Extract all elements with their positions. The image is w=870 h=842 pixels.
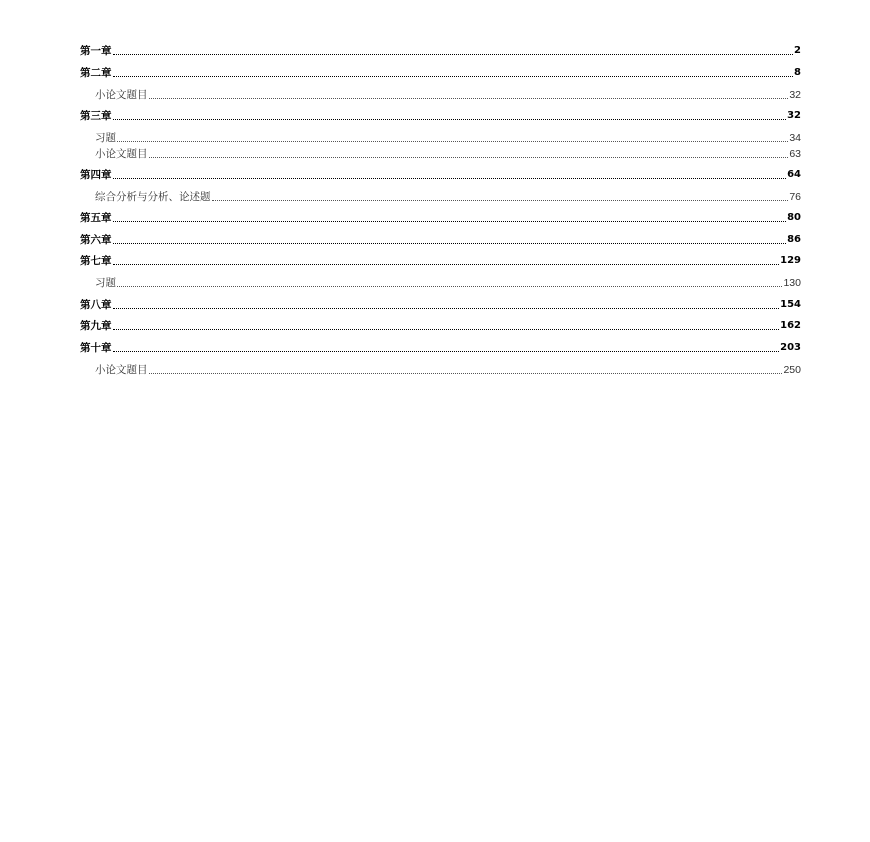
toc-entry-page: 86 — [787, 234, 801, 245]
toc-dot-leader — [113, 351, 780, 352]
toc-entry-page: 250 — [783, 364, 801, 376]
toc-dot-leader — [212, 200, 789, 201]
toc-entry-title: 小论文题目 — [95, 364, 148, 376]
toc-entry-section[interactable] — [80, 190, 801, 204]
toc-entry-page: 2 — [794, 45, 801, 56]
toc-entry-section[interactable] — [80, 131, 801, 145]
toc-dot-leader — [117, 286, 782, 287]
toc-entry-page: 63 — [789, 148, 801, 160]
toc-entry-chapter-4[interactable] — [80, 168, 801, 182]
toc-entry-section[interactable] — [80, 276, 801, 290]
toc-entry-title: 第五章 — [80, 212, 112, 224]
toc-dot-leader — [149, 98, 789, 99]
toc-entry-title: 综合分析与分析、论述题 — [95, 191, 211, 203]
toc-dot-leader — [149, 157, 789, 158]
toc-entry-title: 习题 — [95, 277, 116, 289]
toc-entry-title: 第三章 — [80, 110, 112, 122]
toc-entry-page: 76 — [789, 191, 801, 203]
toc-entry-chapter-7[interactable] — [80, 254, 801, 268]
toc-entry-page: 64 — [787, 169, 801, 180]
toc-dot-leader — [113, 54, 794, 55]
toc-entry-title: 第八章 — [80, 299, 112, 311]
toc-dot-leader — [113, 221, 787, 222]
toc-entry-chapter-10[interactable] — [80, 341, 801, 355]
toc-dot-leader — [113, 178, 787, 179]
toc-entry-chapter-5[interactable] — [80, 211, 801, 225]
toc-entry-page: 8 — [794, 67, 801, 78]
toc-entry-title: 第六章 — [80, 234, 112, 246]
toc-dot-leader — [113, 329, 780, 330]
toc-entry-page: 162 — [780, 320, 801, 331]
toc-entry-page: 203 — [780, 342, 801, 353]
toc-entry-page: 32 — [787, 110, 801, 121]
toc-entry-chapter-8[interactable] — [80, 298, 801, 312]
toc-entry-title: 第十章 — [80, 342, 112, 354]
toc-dot-leader — [113, 243, 787, 244]
toc-entry-title: 小论文题目 — [95, 89, 148, 101]
toc-entry-page: 80 — [787, 212, 801, 223]
toc-dot-leader — [117, 141, 788, 142]
toc-entry-title: 小论文题目 — [95, 148, 148, 160]
toc-entry-section[interactable] — [80, 363, 801, 377]
toc-entry-chapter-1[interactable] — [80, 44, 801, 58]
toc-entry-chapter-3[interactable] — [80, 109, 801, 123]
toc-dot-leader — [149, 373, 783, 374]
toc-dot-leader — [113, 76, 794, 77]
toc-entry-title: 习题 — [95, 132, 116, 144]
toc-entry-page: 129 — [780, 255, 801, 266]
toc-entry-chapter-2[interactable] — [80, 66, 801, 80]
toc-entry-chapter-9[interactable] — [80, 319, 801, 333]
toc-entry-page: 34 — [789, 132, 801, 144]
toc-dot-leader — [113, 308, 780, 309]
toc-entry-page: 154 — [780, 299, 801, 310]
toc-entry-page: 130 — [783, 277, 801, 289]
toc-entry-chapter-6[interactable] — [80, 233, 801, 247]
toc-entry-title: 第七章 — [80, 255, 112, 267]
toc-entry-section[interactable] — [80, 88, 801, 102]
toc-entry-section[interactable] — [80, 147, 801, 161]
toc-entry-page: 32 — [789, 89, 801, 101]
toc-entry-title: 第九章 — [80, 320, 112, 332]
toc-dot-leader — [113, 119, 787, 120]
toc-entry-title: 第二章 — [80, 67, 112, 79]
toc-entry-title: 第四章 — [80, 169, 112, 181]
toc-dot-leader — [113, 264, 780, 265]
toc-entry-title: 第一章 — [80, 45, 112, 57]
